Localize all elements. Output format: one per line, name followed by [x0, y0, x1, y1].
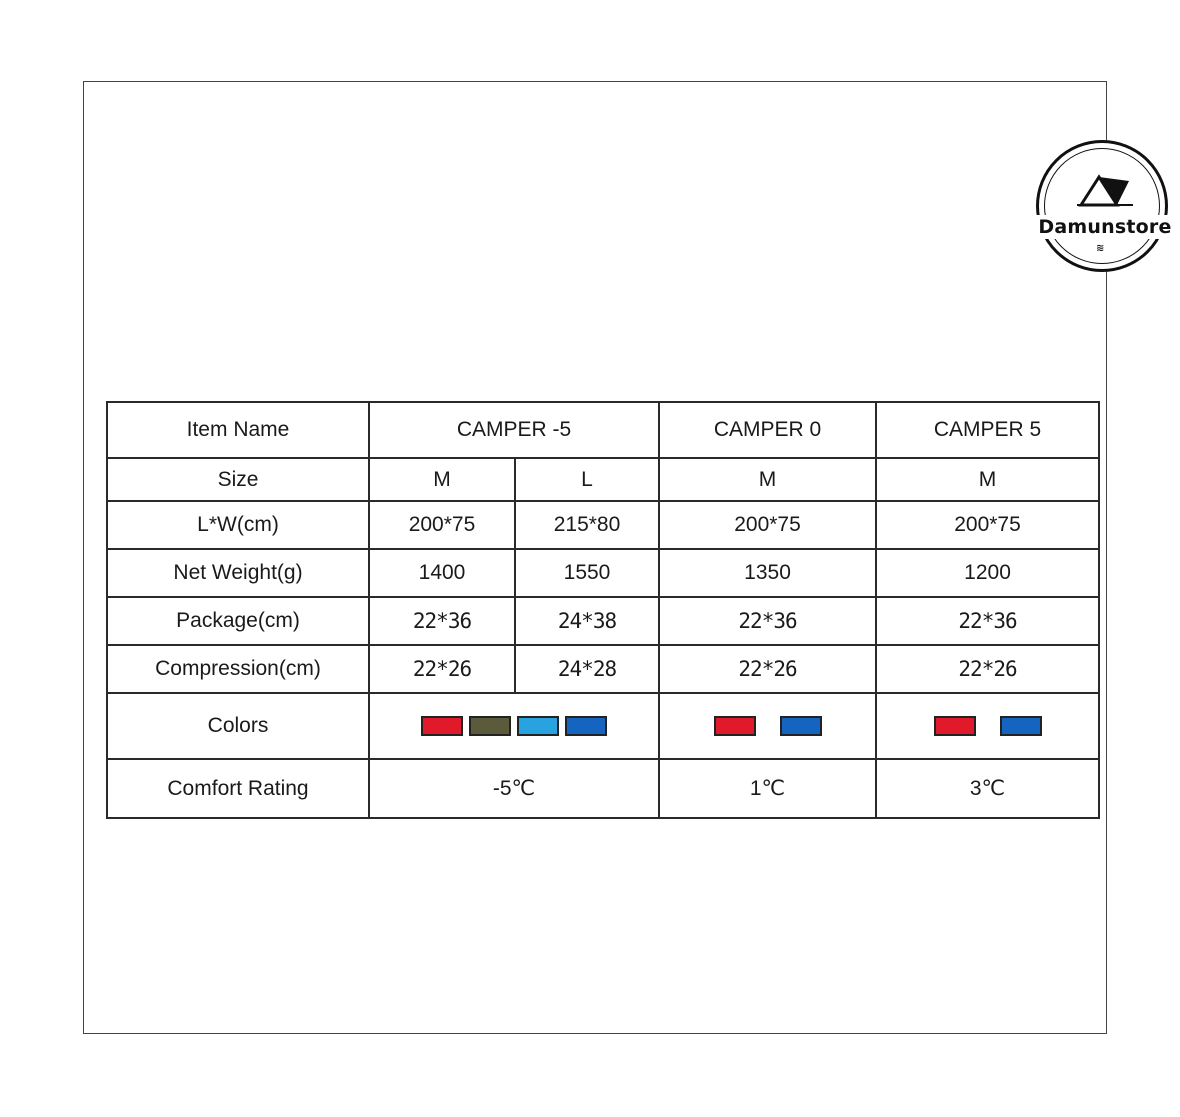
table-row [107, 597, 1099, 645]
header-row [107, 402, 1099, 458]
cell: 200*75 [369, 501, 515, 549]
swatch-group [877, 716, 1098, 736]
cell: 22*26 [659, 645, 876, 693]
cell: 1200 [876, 549, 1099, 597]
swatch-group [660, 716, 875, 736]
cell: 200*75 [876, 501, 1099, 549]
row-label: Package(cm) [107, 597, 369, 645]
cell: 22*26 [369, 645, 515, 693]
comfort-camper-5: 3℃ [876, 759, 1099, 818]
color-swatch-red [934, 716, 976, 736]
header-camper-m5: CAMPER -5 [369, 402, 659, 458]
colors-row [107, 693, 1099, 759]
color-swatch-blue [565, 716, 607, 736]
cell: 24*28 [515, 645, 659, 693]
cell: 1400 [369, 549, 515, 597]
header-item-name: Item Name [107, 402, 369, 458]
row-label: Net Weight(g) [107, 549, 369, 597]
cell: 22*36 [369, 597, 515, 645]
cell: 1550 [515, 549, 659, 597]
color-swatch-blue [1000, 716, 1042, 736]
cell: M [876, 458, 1099, 501]
cell: M [659, 458, 876, 501]
swatch-group [370, 716, 658, 736]
comfort-camper-m5: -5℃ [369, 759, 659, 818]
colors-camper-0 [659, 693, 876, 759]
table-row [107, 549, 1099, 597]
comfort-camper-0: 1℃ [659, 759, 876, 818]
color-swatch-olive [469, 716, 511, 736]
cell: L [515, 458, 659, 501]
cell: 215*80 [515, 501, 659, 549]
table-row [107, 458, 1099, 501]
color-swatch-red [714, 716, 756, 736]
header-camper-0: CAMPER 0 [659, 402, 876, 458]
row-label: Comfort Rating [107, 759, 369, 818]
comfort-row [107, 759, 1099, 818]
row-label: L*W(cm) [107, 501, 369, 549]
header-camper-5: CAMPER 5 [876, 402, 1099, 458]
spec-table [106, 401, 1100, 819]
tent-icon [1077, 171, 1133, 207]
row-label: Colors [107, 693, 369, 759]
logo-brand-text: Damunstore [1027, 215, 1180, 239]
row-label: Size [107, 458, 369, 501]
row-label: Compression(cm) [107, 645, 369, 693]
colors-camper-m5 [369, 693, 659, 759]
cell: 24*38 [515, 597, 659, 645]
cell: M [369, 458, 515, 501]
color-swatch-red [421, 716, 463, 736]
cell: 22*36 [876, 597, 1099, 645]
cell: 200*75 [659, 501, 876, 549]
color-swatch-light-blue [517, 716, 559, 736]
colors-camper-5 [876, 693, 1099, 759]
table-row [107, 645, 1099, 693]
table-row [107, 501, 1099, 549]
cell: 22*26 [876, 645, 1099, 693]
store-logo [1036, 140, 1172, 272]
logo-mark-icon: ≋ [1096, 243, 1105, 254]
color-swatch-blue [780, 716, 822, 736]
cell: 22*36 [659, 597, 876, 645]
cell: 1350 [659, 549, 876, 597]
